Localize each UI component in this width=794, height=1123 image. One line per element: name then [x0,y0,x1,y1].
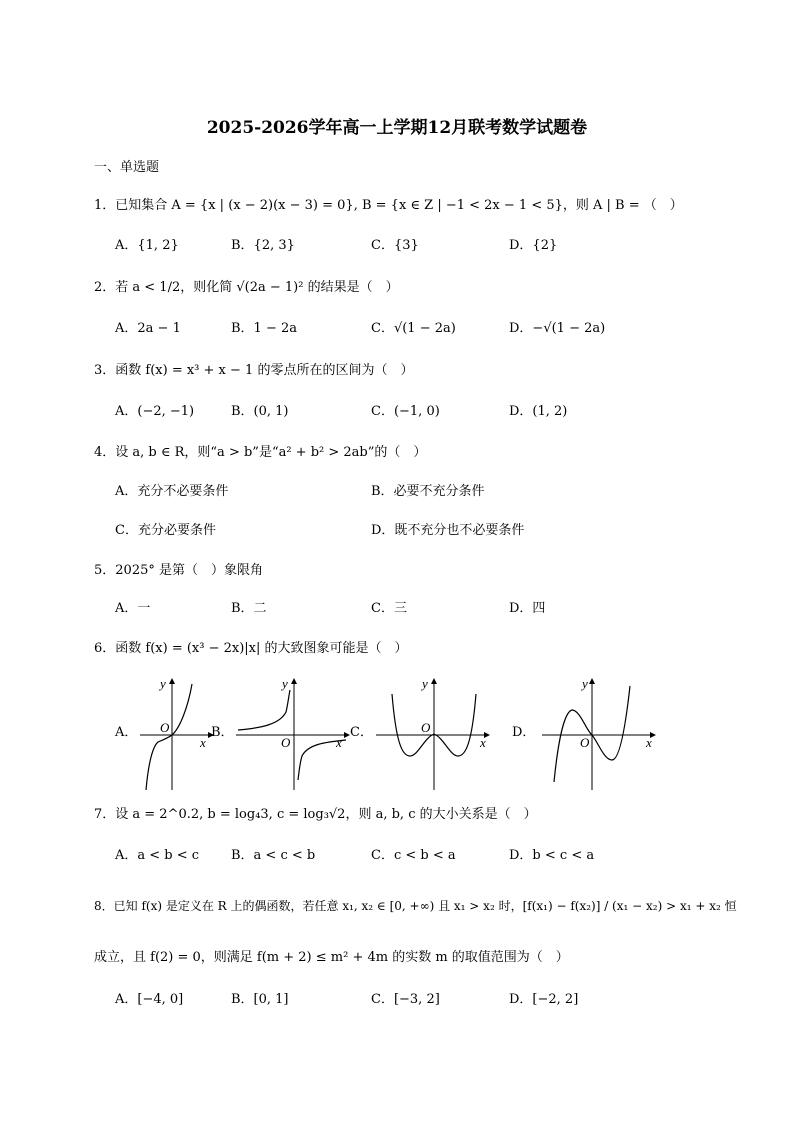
q4-option-a: A．充分不必要条件 [115,484,229,499]
q6-option-d: D． [512,725,536,740]
q1-option-b: B．{2, 3} [231,238,295,253]
q3-option-a: A．(−2, −1) [115,404,195,419]
q5-option-d: D．四 [509,601,546,616]
q3-option-b: B．(0, 1) [231,404,289,419]
question-7-stem: 7．设 a = 2^0.2, b = log₄3, c = log₃√2，则 a, b, c 的大小关系是（ ） [94,807,537,822]
q5-option-c: C．三 [371,601,407,616]
q6-option-c: C． [350,725,373,740]
q6-graph-a [136,672,216,792]
q7-option-c: C．c < b < a [371,848,456,863]
q7-option-d: D．b < c < a [509,848,595,863]
q2-option-c: C．√(1 − 2a) [371,321,456,336]
q8-option-d: D．[−2, 2] [509,992,579,1007]
q6-a-origin-label: O [160,720,170,735]
q6-b-x-label: x [336,735,342,750]
q5-option-a: A．一 [115,601,151,616]
q2-option-a: A．2a − 1 [115,321,181,336]
question-1-stem: 1．已知集合 A = {x | (x − 2)(x − 3) = 0}, B = {x ∈ Z | −1 < 2x − 1 < 5}，则 A | B = （ ） [94,198,683,213]
q6-c-origin-label: O [421,720,431,735]
q6-d-x-label: x [646,735,652,750]
q2-option-d: D．−√(1 − 2a) [509,321,606,336]
q8-option-b: B．[0, 1] [231,992,289,1007]
q6-b-origin-label: O [281,735,291,750]
question-6-stem: 6．函数 f(x) = (x³ − 2x)|x| 的大致图象可能是（ ） [94,641,408,656]
q6-c-y-label: y [422,676,428,691]
question-8-stem-line2: 成立，且 f(2) = 0，则满足 f(m + 2) ≤ m² + 4m 的实数 m 的取值范围为（ ） [94,950,569,965]
q6-graph-d [538,672,662,792]
q3-option-d: D．(1, 2) [509,404,568,419]
question-2-stem: 2．若 a < 1/2，则化简 √(2a − 1)² 的结果是（ ） [94,280,399,295]
q7-option-a: A．a < b < c [115,848,200,863]
q1-option-d: D．{2} [509,238,558,253]
page-title: 2025-2026学年高一上学期12月联考数学试题卷 [206,118,588,138]
q6-graph-b [232,672,352,792]
question-3-stem: 3．函数 f(x) = x³ + x − 1 的零点所在的区间为（ ） [94,363,414,378]
q6-option-a: A． [115,725,138,740]
q4-option-d: D．既不充分也不必要条件 [371,523,525,538]
q6-d-y-label: y [582,676,588,691]
q8-option-a: A．[−4, 0] [115,992,184,1007]
section-heading: 一、单选题 [94,160,160,175]
q6-d-origin-label: O [580,735,590,750]
q2-option-b: B．1 − 2a [231,321,298,336]
q8-option-c: C．[−3, 2] [371,992,440,1007]
q7-option-b: B．a < c < b [231,848,316,863]
question-8-stem-line1: 8．已知 f(x) 是定义在 R 上的偶函数，若任意 x₁, x₂ ∈ [0, +∞) 且 x₁ > x₂ 时，[f(x₁) − f(x₂)] / (x₁ − x₂) > x₁ + x₂ 恒 [94,899,737,913]
q6-a-y-label: y [160,676,166,691]
q6-c-x-label: x [480,735,486,750]
q1-option-c: C．{3} [371,238,419,253]
q3-option-c: C．(−1, 0) [371,404,440,419]
question-4-stem: 4．设 a, b ∈ R，则“a > b”是“a² + b² > 2ab”的（ ） [94,445,427,460]
q6-graph-c [372,672,496,792]
q1-option-a: A．{1, 2} [115,238,179,253]
q5-option-b: B．二 [231,601,267,616]
q6-a-x-label: x [200,735,206,750]
question-5-stem: 5．2025° 是第（ ）象限角 [94,563,263,578]
q6-b-y-label: y [282,676,288,691]
q4-option-b: B．必要不充分条件 [371,484,485,499]
q6-option-b: B． [211,725,234,740]
q4-option-c: C．充分必要条件 [115,523,216,538]
